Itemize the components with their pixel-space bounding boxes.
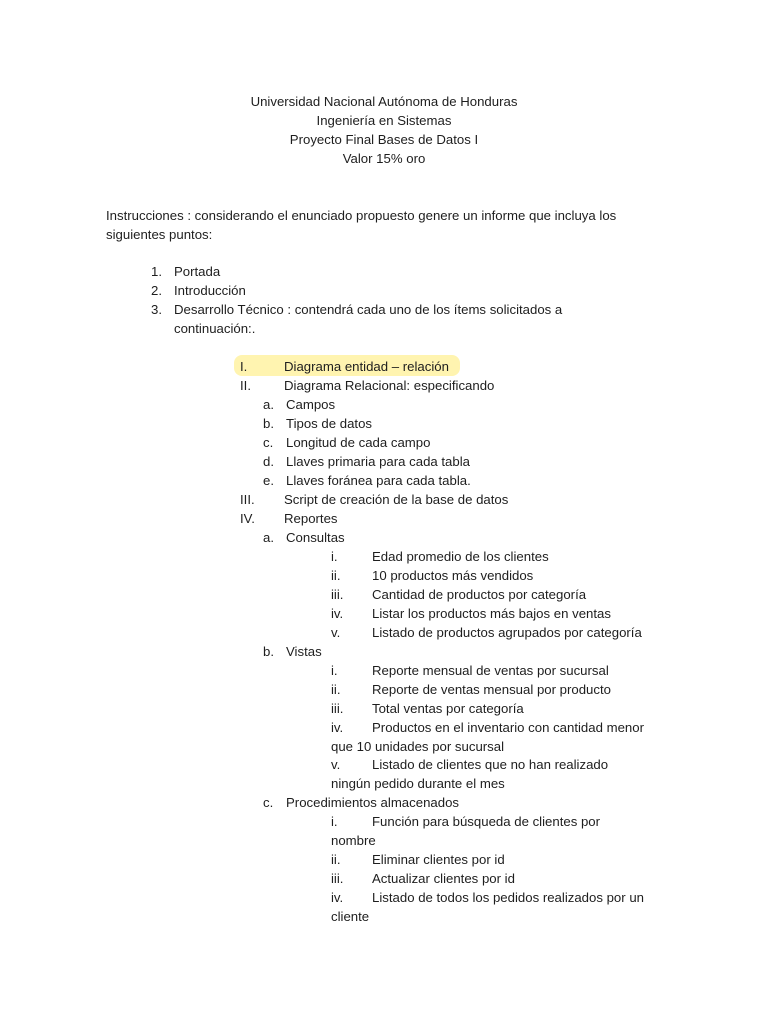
roman-lower-marker: iv. <box>331 890 344 905</box>
procedimiento-item: Eliminar clientes por id <box>372 852 505 867</box>
letter-marker: b. <box>263 416 274 431</box>
vista-item: Productos en el inventario con cantidad menor <box>372 720 644 735</box>
item-diagrama-er: Diagrama entidad – relación <box>284 359 449 374</box>
roman-marker: II. <box>240 378 251 393</box>
letter-marker: d. <box>263 454 274 469</box>
procedimiento-item: Listado de todos los pedidos realizados por un <box>372 890 644 905</box>
career-name: Ingeniería en Sistemas <box>316 113 452 128</box>
vista-item: Reporte mensual de ventas por sucursal <box>372 663 609 678</box>
list-item-introduccion: Introducción <box>174 283 246 298</box>
instructions-line-2: siguientes puntos: <box>106 227 213 242</box>
vista-item: Listado de clientes que no han realizado <box>372 757 609 772</box>
procedimiento-item: Actualizar clientes por id <box>372 871 515 886</box>
list-item-portada: Portada <box>174 264 221 279</box>
sub-item-vistas: Vistas <box>286 644 322 659</box>
roman-marker: IV. <box>240 511 255 526</box>
item-reportes: Reportes <box>284 511 338 526</box>
roman-lower-marker: iii. <box>331 701 344 716</box>
roman-lower-marker: ii. <box>331 568 341 583</box>
roman-lower-marker: i. <box>331 814 338 829</box>
roman-marker: I. <box>240 359 248 374</box>
list-marker: 2. <box>151 283 162 298</box>
sub-item-longitud: Longitud de cada campo <box>286 435 431 450</box>
roman-lower-marker: iii. <box>331 587 344 602</box>
letter-marker: c. <box>263 435 274 450</box>
list-item-desarrollo: Desarrollo Técnico : contendrá cada uno de los ítems solicitados a <box>174 302 563 317</box>
consulta-item: 10 productos más vendidos <box>372 568 534 583</box>
vista-item: Total ventas por categoría <box>372 701 524 716</box>
vista-item-cont: ningún pedido durante el mes <box>331 776 505 791</box>
list-marker: 1. <box>151 264 162 279</box>
sub-item-tipos: Tipos de datos <box>286 416 373 431</box>
consulta-item: Listado de productos agrupados por categoría <box>372 625 642 640</box>
letter-marker: a. <box>263 530 274 545</box>
list-item-desarrollo-cont: continuación:. <box>174 321 256 336</box>
roman-lower-marker: i. <box>331 663 338 678</box>
list-marker: 3. <box>151 302 162 317</box>
roman-lower-marker: iv. <box>331 606 344 621</box>
vista-item-cont: que 10 unidades por sucursal <box>331 739 505 754</box>
letter-marker: b. <box>263 644 274 659</box>
sub-item-procedimientos: Procedimientos almacenados <box>286 795 459 810</box>
consulta-item: Cantidad de productos por categoría <box>372 587 587 602</box>
project-value: Valor 15% oro <box>342 151 426 166</box>
document-header <box>0 92 768 168</box>
university-name: Universidad Nacional Autónoma de Honduras <box>250 94 518 109</box>
vista-item: Reporte de ventas mensual por producto <box>372 682 611 697</box>
roman-lower-marker: v. <box>331 757 341 772</box>
sub-item-consultas: Consultas <box>286 530 345 545</box>
roman-lower-marker: ii. <box>331 852 341 867</box>
roman-lower-marker: ii. <box>331 682 341 697</box>
item-diagrama-relacional: Diagrama Relacional: especificando <box>284 378 495 393</box>
letter-marker: a. <box>263 397 274 412</box>
roman-lower-marker: iv. <box>331 720 344 735</box>
letter-marker: e. <box>263 473 274 488</box>
project-title: Proyecto Final Bases de Datos I <box>289 132 479 147</box>
sub-item-campos: Campos <box>286 397 336 412</box>
procedimiento-item-cont: nombre <box>331 833 376 848</box>
item-script: Script de creación de la base de datos <box>284 492 509 507</box>
consulta-item: Edad promedio de los clientes <box>372 549 549 564</box>
sub-item-llaves-foranea: Llaves foránea para cada tabla. <box>286 473 471 488</box>
procedimiento-item-cont: cliente <box>331 909 370 924</box>
sub-item-llaves-primaria: Llaves primaria para cada tabla <box>286 454 470 469</box>
roman-lower-marker: iii. <box>331 871 344 886</box>
roman-lower-marker: i. <box>331 549 338 564</box>
roman-lower-marker: v. <box>331 625 341 640</box>
roman-marker: III. <box>240 492 255 507</box>
instructions-line-1: Instrucciones : considerando el enunciado propuesto genere un informe que incluya los <box>106 208 617 223</box>
procedimiento-item: Función para búsqueda de clientes por <box>372 814 601 829</box>
letter-marker: c. <box>263 795 274 810</box>
consulta-item: Listar los productos más bajos en ventas <box>372 606 611 621</box>
